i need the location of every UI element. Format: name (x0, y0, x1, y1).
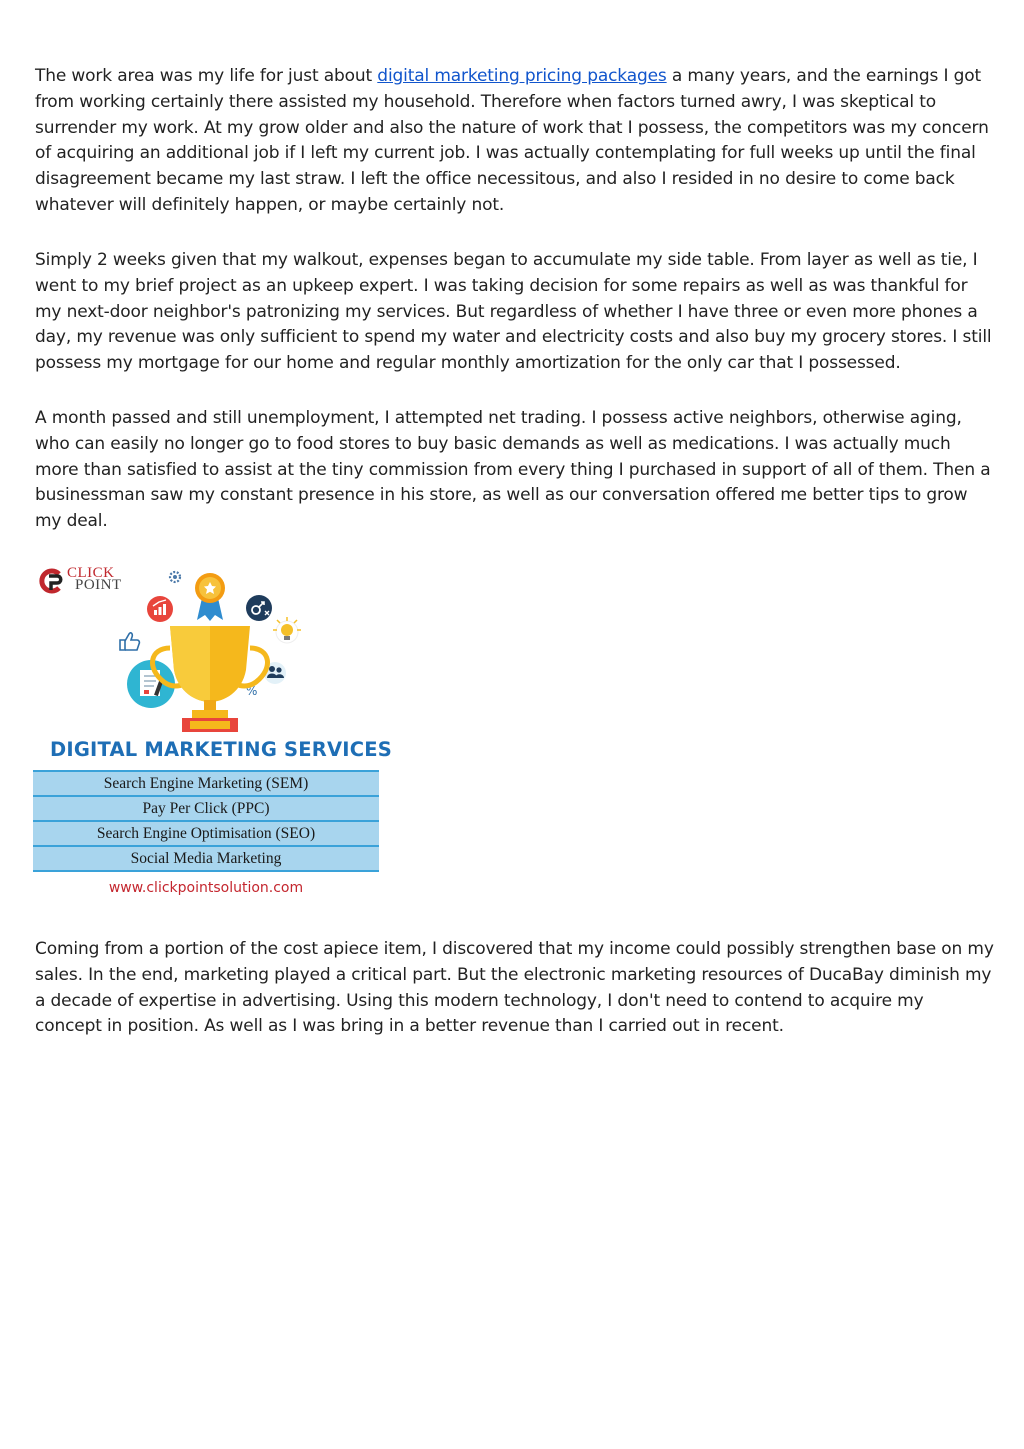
audience-icon (246, 595, 272, 621)
paragraph-1-rest: a many years, and the earnings I got from working certainly there assisted my household. Therefore when factors turned awry, I was skeptical to surrender my work. At my grow older and also the nature of work that I possess, the competitors was my concern of acquiring an additional job if I left my current job. I was actually contemplating for full weeks up until the final disagreement became my last straw. I left the office necessitous, and also I resided in no desire to come back whatever will definitely happen, or maybe certainly not. (35, 66, 989, 215)
service-row-ppc: Pay Per Click (PPC) (33, 797, 379, 822)
paragraph-1-lead: The work area was my life for just about (35, 66, 378, 86)
light-bulb-icon (273, 617, 301, 643)
services-title: DIGITAL MARKETING SERVICES (50, 738, 393, 761)
clickpoint-logo-icon (37, 568, 65, 594)
paragraph-4: Coming from a portion of the cost apiece item, I discovered that my income could possibly strengthen base on my sales. In the end, marketing played a critical part. But the electronic marketing resources of DucaBay diminish my a decade of expertise in advertising. Using this modern technology, I don't need to contend to acquire my concept in position. As well as I was bring in a better revenue than I carried out in recent. (35, 939, 994, 1037)
logo-line-1: CLICK (67, 565, 115, 581)
paragraph-1 (35, 64, 995, 219)
paragraph-2: Simply 2 weeks given that my walkout, expenses began to accumulate my side table. From layer as well as tie, I went to my brief project as an upkeep expert. I was taking decision for some repairs as well as was thankful for my next-door neighbor's patronizing my services. But regardless of whether I have three or even more phones a day, my revenue was only sufficient to spend my water and electricity costs and also buy my grocery stores. I still possess my mortgage for our home and regular monthly amortization for the only car that I possessed. (35, 250, 992, 374)
award-badge-icon (195, 573, 225, 621)
logo-line-2: POINT (75, 577, 122, 593)
service-row-sem: Search Engine Marketing (SEM) (33, 770, 379, 797)
service-row-seo: Search Engine Optimisation (SEO) (33, 822, 379, 847)
svg-text:%: % (246, 684, 258, 698)
services-list (33, 770, 379, 872)
gear-icon (170, 572, 180, 582)
thumbs-up-icon (120, 633, 139, 650)
service-row-smm: Social Media Marketing (33, 847, 379, 872)
paragraph-3: A month passed and still unemployment, I attempted net trading. I possess active neighbors, otherwise aging, who can easily no longer go to food stores to buy basic demands as well as medications. I was actually much more than satisfied to assist at the tiny commission from every thing I purchased in support of all of them. Then a businessman saw my constant presence in his store, as well as our conversation offered me better tips to grow my deal. (35, 408, 991, 532)
growth-chart-icon (147, 596, 173, 622)
digital-marketing-pricing-link[interactable]: digital marketing pricing packages (377, 66, 667, 86)
digital-marketing-services-image (33, 560, 393, 905)
website-url: www.clickpointsolution.com (108, 880, 304, 896)
